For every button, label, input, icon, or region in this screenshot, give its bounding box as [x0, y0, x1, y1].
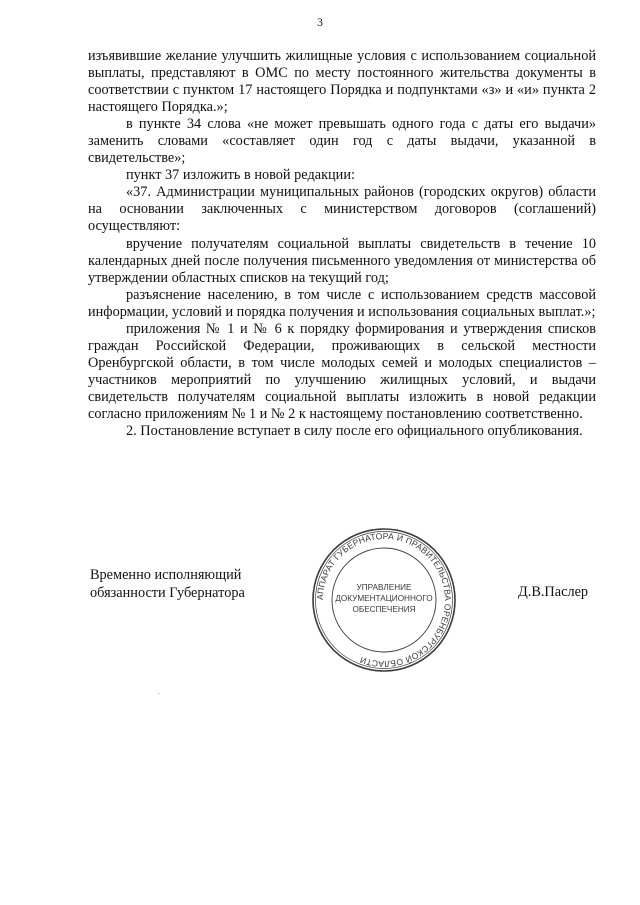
paragraph-3: пункт 37 изложить в новой редакции:	[126, 167, 355, 184]
document-body	[88, 48, 596, 440]
paragraph-5: вручение получателям социальной выплаты свидетельств в течение 10 календарных дней после получения письменного уведомления от министерства об утверждении областных списков на текущий год;	[88, 235, 596, 286]
paragraph-4: «37. Администрации муниципальных районов (городских округов) области на основании заключенных с министерством договоров (соглашений) осуществляют:	[88, 184, 596, 235]
signatory-position-line-2: обязанности Губернатора	[90, 584, 245, 601]
paragraph-1: изъявившие желание улучшить жилищные условия с использованием социальной выплаты, представляют в ОМС по месту постоянного жительства документы в соответствии с пунктом 17 настоящего Порядка и подпунктами «з» и «и» пункта 2 настоящего Порядка.»;	[88, 48, 596, 116]
stamp-line-3: ОБЕСПЕЧЕНИЯ	[352, 605, 416, 614]
paragraph-7: приложения № 1 и № 6 к порядку формирования и утверждения списков граждан Российской Федерации, проживающих в сельской местности Оренбургской области, в том числе молодых семей и молодых специалистов – участников мероприятий по улучшению жилищных условий, и выдачи свидетельств получателям социальной выплаты изложить в новой редакции согласно приложениям № 1 и № 2 к настоящему постановлению соответственно.	[88, 320, 596, 422]
paragraph-8: 2. Постановление вступает в силу после его официального опубликования.	[126, 423, 583, 440]
stamp-ring-text: АППАРАТ ГУБЕРНАТОРА И ПРАВИТЕЛЬСТВА ОРЕНБУРГСКОЙ ОБЛАСТИ	[314, 530, 454, 670]
official-stamp	[310, 526, 458, 674]
page-number: 3	[317, 17, 323, 29]
paragraph-2: в пункте 34 слова «не может превышать одного года с даты его выдачи» заменить словами «составляет один год с даты выдачи, указанной в свидетельстве»;	[88, 116, 596, 167]
signatory-name: Д.В.Паслер	[518, 584, 589, 600]
signatory-position-line-1: Временно исполняющий	[90, 567, 242, 583]
stamp-line-2: ДОКУМЕНТАЦИОННОГО	[335, 594, 433, 603]
signatory-position	[90, 567, 245, 602]
scan-speck	[158, 693, 159, 694]
stamp-line-1: УПРАВЛЕНИЕ	[356, 583, 412, 592]
paragraph-6: разъяснение населению, в том числе с использованием средств массовой информации, условий и порядка получения и использования социальных выплат.»;	[88, 286, 596, 320]
